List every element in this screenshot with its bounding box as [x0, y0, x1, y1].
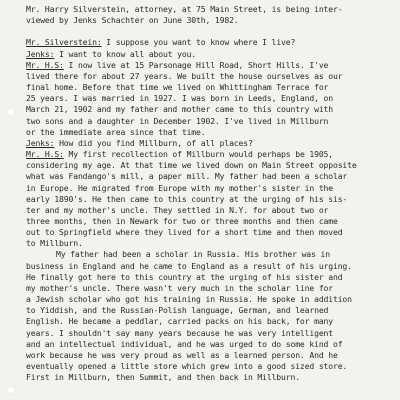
line-text: what was Fandango's mill, a paper mill. My father had been a scholar	[26, 171, 348, 182]
line-text: How did you find Millburn, of all places?	[54, 137, 253, 148]
transcript-body	[26, 4, 388, 383]
transcript-line	[26, 26, 388, 37]
line-text: 25 years. I was married in 1927. I was born in Leeds, England, on	[26, 93, 333, 104]
transcript-line	[26, 116, 388, 127]
line-text: final home. Before that time we lived on Whittingham Terrace for	[26, 82, 329, 93]
transcript-line	[26, 283, 388, 294]
transcript-line	[26, 149, 388, 160]
line-text: My father had been a scholar in Russia. His brother was in	[56, 249, 330, 260]
transcript-line	[26, 361, 388, 372]
line-text: to Millburn.	[26, 238, 83, 249]
line-text: in Europe. He migrated from Europe with my mother's sister in the	[26, 182, 333, 193]
punch-hole	[7, 108, 15, 116]
line-text: out to Springfield where they lived for a short time and then moved	[26, 227, 343, 238]
transcript-line	[26, 49, 388, 60]
transcript-line	[26, 127, 388, 138]
line-text: I now live at 15 Parsonage Hill Road, Short Hills. I've	[63, 59, 329, 70]
line-text: considering my age. At that time we lived down on Main Street opposite	[26, 160, 357, 171]
line-text: two sons and a daughter in December 1902. I've lived in Millburn	[26, 115, 329, 126]
transcript-line	[26, 238, 388, 249]
line-text: and an intellectual individual, and he was urged to do some kind of	[26, 338, 343, 349]
speaker-label: Mr. H.S:	[26, 59, 64, 70]
transcript-line	[26, 71, 388, 82]
line-text: three months, then in Newark for two or three months and then came	[26, 215, 338, 226]
transcript-line	[26, 37, 388, 48]
line-text: business in England and he came to England as a result of his urging.	[26, 260, 352, 271]
punch-hole	[7, 386, 15, 394]
transcript-line	[26, 93, 388, 104]
transcript-line	[26, 183, 388, 194]
line-text: Mr. Harry Silverstein, attorney, at 75 Main Street, is being inter-	[26, 4, 343, 14]
line-text: years. I shouldn't say many years because he was very intelligent	[26, 327, 333, 338]
line-text: ter and my mother's uncle. They settled in N.Y. for about two or	[26, 204, 329, 215]
line-text: lived there for about 27 years. We built the house ourselves as our	[26, 70, 343, 81]
line-text: I suppose you want to know where I live?	[101, 37, 296, 48]
transcript-line	[26, 194, 388, 205]
line-text: viewed by Jenks Schachter on June 30th, 1982.	[26, 15, 239, 26]
line-text: my mother's uncle. There wasn't very much in the scholar line for	[26, 282, 333, 293]
line-text: eventually opened a little store which grew into a good sized store.	[26, 361, 348, 371]
transcript-line	[26, 216, 388, 227]
line-text: First in Millburn, then Summit, and then back in Millburn.	[26, 372, 300, 383]
line-text: early 1890's. He then came to this country at the urging of his sis-	[26, 193, 348, 204]
transcript-line	[26, 261, 388, 272]
transcript-line	[26, 205, 388, 216]
transcript-line	[26, 339, 388, 350]
line-text: or the immediate area since that time.	[26, 126, 206, 137]
speaker-label: Jenks:	[26, 137, 55, 148]
transcript-line	[26, 305, 388, 316]
line-text: He finally got here to this country at the urging of his sister and	[26, 271, 343, 282]
transcript-line	[26, 294, 388, 305]
transcript-line	[26, 15, 388, 26]
line-text: My first recollection of Millburn would perhaps be 1905,	[63, 149, 333, 160]
line-text: a Jewish scholar who got his training in Russia. He spoke in addition	[26, 294, 352, 305]
transcript-line	[26, 272, 388, 283]
transcript-line	[26, 60, 388, 71]
line-text: to Yiddish, and the Russian-Polish language, German, and learned	[26, 305, 329, 316]
transcript-line	[26, 249, 388, 260]
transcript-line	[26, 171, 388, 182]
transcript-line	[26, 82, 388, 93]
speaker-label: Jenks:	[26, 48, 55, 59]
transcript-line	[26, 350, 388, 361]
transcript-line	[26, 372, 388, 383]
transcript-line	[26, 316, 388, 327]
line-text: I want to know all about you.	[54, 48, 197, 59]
transcript-line	[26, 227, 388, 238]
transcript-line	[26, 104, 388, 115]
line-text: March 21, 1902 and my father and mother came to this country with	[26, 104, 333, 115]
transcript-line	[26, 4, 388, 15]
transcript-line	[26, 328, 388, 339]
speaker-label: Mr. Silverstein:	[26, 37, 102, 48]
transcript-line	[26, 160, 388, 171]
transcript-line	[26, 138, 388, 149]
line-text: work because he was very proud as well as a learned person. And he	[26, 349, 338, 360]
line-text: English. He became a peddlar, carried packs on his back, for many	[26, 316, 333, 327]
speaker-label: Mr. H.S:	[26, 149, 64, 160]
